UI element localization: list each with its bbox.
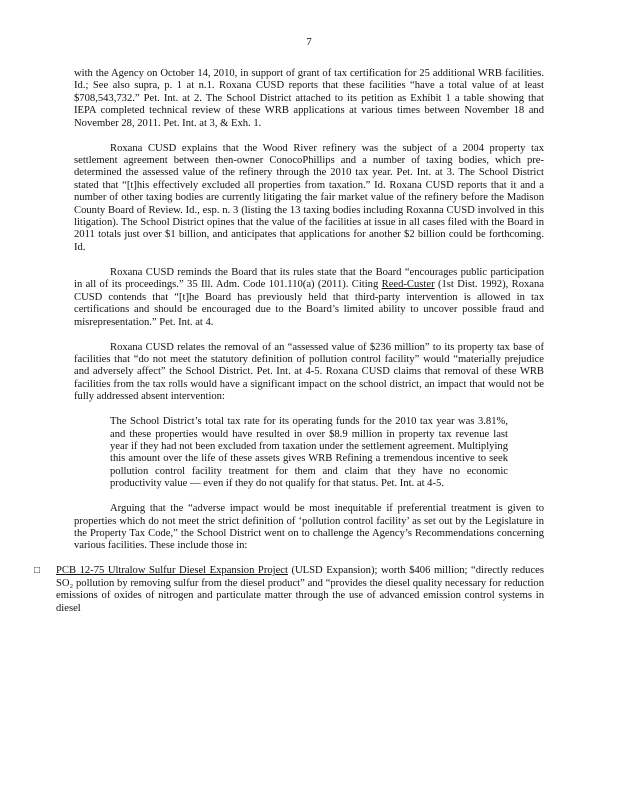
bullet-item-description: (ULSD Expansion); worth $406 million; “directly reduces SO₂ pollution by removing sulfur from the diesel product” and “provides the diesel quality necessary for reduction emissions of oxides of nitrogen and particulate matter through the use of advanced emission control systems in diesel xyxy=(56,565,544,614)
bullet-square-icon: □ xyxy=(34,565,41,577)
bullet-item-project-name: PCB 12-75 Ultralow Sulfur Diesel Expansion Project xyxy=(56,565,288,577)
case-citation-reed-custer: Reed-Custer xyxy=(381,279,435,291)
paragraph-3-text-after: (1st Dist. 1992), Roxana CUSD contends that “[t]he Board has previously held that third-party intervention is allowed in tax certifications and should be encouraged due to the Board’s limited ability to uncover possible fraud and misrepresentation.” Pet. Int. at 4. xyxy=(74,279,544,328)
paragraph-1: with the Agency on October 14, 2010, in support of grant of tax certification for 25 additional WRB facilities. Id.; See also supra, p. 1 at n.1. Roxana CUSD reports that these facilities “have a total value of at least $708,543,732.” Pet. Int. at 2. The School District attached to its petition as Exhibit 1 a table showing that IEPA completed technical review of these WRB applications at various times between November 18 and November 28, 2011. Pet. Int. at 3, & Exh. 1. xyxy=(74,68,544,129)
paragraph-5: Arguing that the “adverse impact would be most inequitable if preferential treatment is given to properties which do not meet the strict definition of ‘pollution control facility’ as set out by the Legislature in the Property Tax Code,” the School District went on to challenge the Agency’s Recommendations concerning various facilities. These include those in: xyxy=(74,503,544,552)
paragraph-3-text-before: Roxana CUSD reminds the Board that its rules state that the Board “encourages public participation in all of its proceedings.” 35 Ill. Adm. Code 101.110(a) (2011). Citing xyxy=(74,266,544,291)
page-number: 7 xyxy=(306,36,312,48)
paragraph-4: Roxana CUSD relates the removal of an “assessed value of $236 million” to its property tax base of facilities that “do not meet the statutory definition of pollution control facility” would “materially prejudice and adversely affect” the School District. Pet. Int. at 4-5. Roxana CUSD claims that removal of these WRB facilities from the tax rolls would have a significant impact on the school district, an impact that would not be fully addressed absent intervention: xyxy=(74,341,544,403)
bullet-item xyxy=(34,565,544,615)
paragraph-3 xyxy=(74,267,544,329)
block-quote: The School District’s total tax rate for its operating funds for the 2010 tax year was 3.81%, and these properties would have resulted in over $8.9 million in property tax revenue last year if they had not been excluded from taxation under the settlement agreement. Multiplying this amount over the life of these assets gives WRB Refining a tremendous incentive to seek pollution control facility treatment for them and claim that they have no economic productivity value — even if they do not qualify for that status. Pet. Int. at 4-5. xyxy=(110,416,508,490)
bullet-item-text xyxy=(56,565,544,615)
paragraph-2: Roxana CUSD explains that the Wood River refinery was the subject of a 2004 property tax settlement agreement between then-owner ConocoPhillips and a number of taxing bodies, which pre-determined the assessed value of the refinery through the 2010 tax year. Pet. Int. at 3. The School District stated that “[t]his effectively excluded all properties from taxation.” Id. Roxana CUSD reports that it and a number of other taxing bodies are currently litigating the fair market value of the refinery before the Madison County Board of Review. Id., esp. n. 3 (listing the 13 taxing bodies including Roxanna CUSD involved in this litigation). The School District opines that the value of the facilities at issue in all cases filed with the Board in 2011 totals just over $1 billion, and anticipates that applications for another $2 billion could be forthcoming. Id. xyxy=(74,142,544,253)
body-text xyxy=(34,68,544,615)
